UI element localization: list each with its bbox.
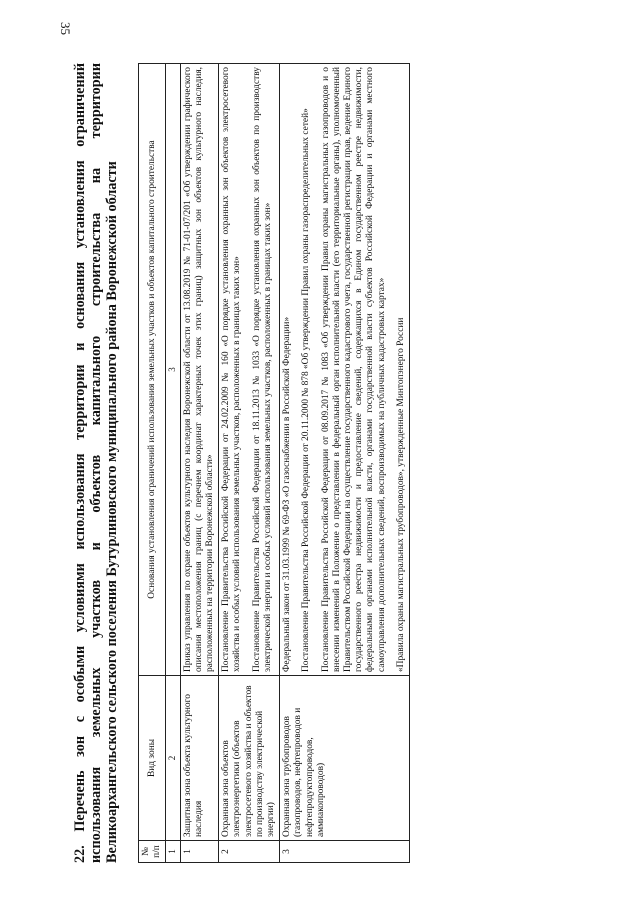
row-num: 3	[280, 841, 410, 863]
header-zone: Вид зоны	[139, 676, 166, 841]
row-zone: Охранная зона трубопроводов (газопроводов, нефтепроводов и нефтепродуктопроводов, аммиакопроводов)	[280, 676, 410, 841]
basis-paragraph: Федеральный закон от 31.03.1999 № 69-ФЗ «О газоснабжении в Российской Федерации»	[282, 316, 293, 672]
zones-table	[138, 63, 410, 863]
basis-paragraph: Постановление Правительства Российской Федерации от 08.09.2017 № 1083 «Об утверждении Правил охраны магистральных газопроводов и о внесении изменений в Положение о представлении в федеральный орган исполнительной власти (его территориальные органы), уполномоченный Правительством Российской Федерации на осуществление государственного кадастрового учета, государственной регистрации прав, ведение Единого государственного реестра недвижимости и предоставление сведений, содержащихся в Едином государственном реестре недвижимости, федеральными органами исполнительной власти, органами государственной власти субъектов Российской Федерации и органами местного самоуправления дополнительных сведений, воспроизводимых на публичных кадастровых картах»	[320, 67, 387, 672]
basis-paragraph: Постановление Правительства Российской Федерации от 20.11.2000 № 878 «Об утверждении Правил охраны газораспределительных сетей»	[301, 108, 312, 672]
title-line-2: использования земельных участков и объектов капитального строительства на территории	[88, 63, 104, 863]
row-basis	[180, 64, 219, 676]
page-title	[72, 63, 132, 863]
basis-paragraph: Приказ управления по охране объектов культурного наследия Воронежской области от 13.08.2019 № 71-01-07/201 «Об утверждении графического описания местоположения границ (с перечнем координат характерных точек этих границ) защитных зон объектов культурного наследия, расположенных на территории Воронежской области»	[182, 67, 216, 672]
basis-paragraph: Постановление Правительства Российской Федерации от 24.02.2009 № 160 «О порядке установления охранных зон объектов электросетевого хозяйства и особых условий использования земельных участков, расположенных в границах таких зон»	[221, 67, 243, 672]
row-num: 1	[180, 841, 219, 863]
table-index-row	[166, 64, 180, 863]
table-header-row	[139, 64, 166, 863]
index-cell: 1	[166, 841, 180, 863]
table-row	[219, 64, 280, 863]
row-zone: Защитная зона объекта культурного наследия	[180, 676, 219, 841]
table-row	[280, 64, 410, 863]
header-num: № п/п	[139, 841, 166, 863]
index-cell: 2	[166, 676, 180, 841]
index-cell: 3	[166, 64, 180, 676]
title-line-3: Великоархангельского сельского поселения Бутурлиновского муниципального района Воронежской области	[104, 161, 120, 863]
header-basis: Основания установления ограничений использования земельных участков и объектов капитального строительства	[139, 64, 166, 676]
table-row	[180, 64, 219, 863]
page-number: 35	[58, 22, 73, 35]
row-basis	[219, 64, 280, 676]
row-num: 2	[219, 841, 280, 863]
row-zone: Охранная зона объектов электроэнергетики (объектов электросетевого хозяйства и объектов по производству электрической энергии)	[219, 676, 280, 841]
basis-paragraph: Постановление Правительства Российской Федерации от 18.11.2013 № 1033 «О порядке установления охранных зон объектов по производству электрической энергии и особых условий использования земельных участков, расположенных в границах таких зон»	[251, 67, 273, 672]
rotated-page-content	[72, 63, 612, 863]
basis-paragraph: «Правила охраны магистральных трубопроводов», утвержденные Минтопэнерго России	[395, 317, 406, 672]
title-line-1: 22. Перечень зон с особыми условиями использования территории и основания установления ограничений	[72, 63, 88, 863]
row-basis	[280, 64, 410, 676]
